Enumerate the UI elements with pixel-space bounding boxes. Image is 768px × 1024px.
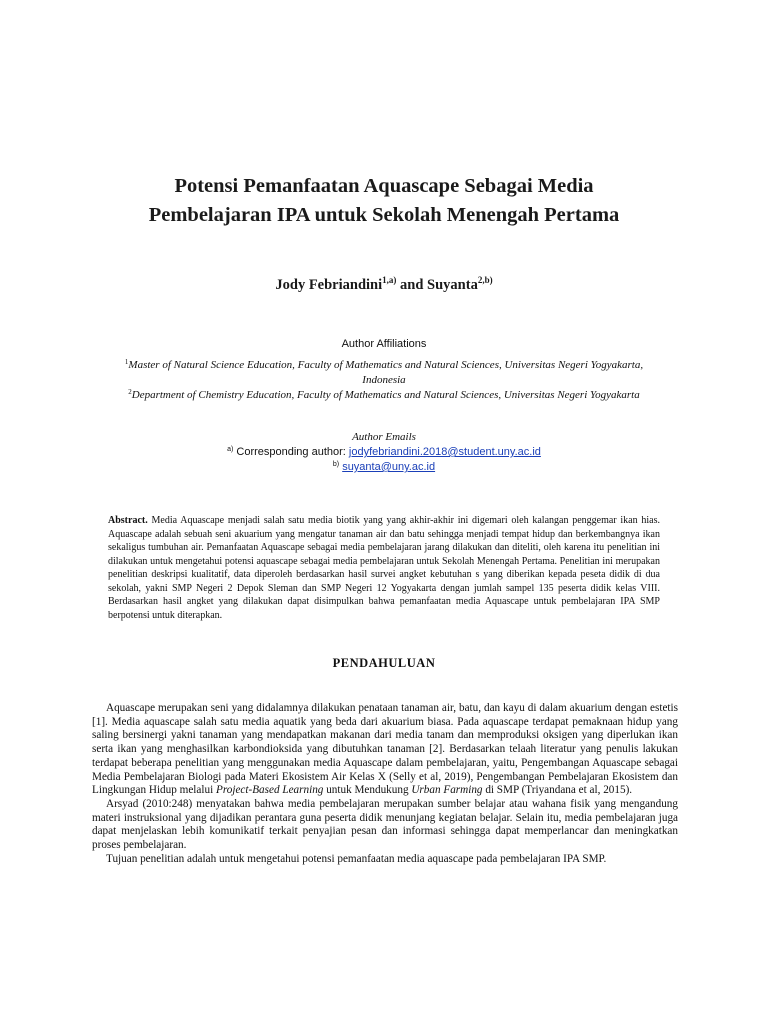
paragraph-2: Arsyad (2010:248) menyatakan bahwa media pembelajaran merupakan sumber belajar atau wahana fisik yang mengandung materi instruksional yang dijadikan perantara guna peserta didik menunjang kegiatan belajar. Selain itu, media pembelajaran juga dapat menjelaskan lebih komunikatif terkait penyajian pesan dan informasi sehingga dapat memperlancar dan meningkatkan proses pembelajaran. [92,797,678,852]
paper-title [60,172,708,230]
paragraph-1-part-c: di SMP (Triyandana et al, 2015). [482,784,633,797]
body-text [92,702,678,866]
affiliation-1-text: Master of Natural Science Education, Faculty of Mathematics and Natural Sciences, Universitas Negeri Yogyakarta, Indonesia [128,359,644,386]
paragraph-1-italic-1: Project-Based Learning [215,784,324,797]
email-1-link[interactable]: jodyfebriandini.2018@student.uny.ac.id [348,446,541,458]
title-line-1: Potensi Pemanfaatan Aquascape Sebagai Media [174,175,594,197]
email-1-label: Corresponding author: [233,446,349,458]
affiliation-1 [110,355,658,388]
section-heading: PENDAHULUAN [332,656,436,670]
title-line-2: Pembelajaran IPA untuk Sekolah Menengah Pertama [148,204,620,226]
affiliation-2-text: Department of Chemistry Education, Faculty of Mathematics and Natural Sciences, Universitas Negeri Yogyakarta [131,389,640,401]
affiliation-2 [110,385,658,403]
abstract-text: Media Aquascape menjadi salah satu media biotik yang yang akhir-akhir ini digemari oleh kalangan penggemar ikan hias. Aquascape adalah sebuah seni akuarium yang mengatur tanaman air dan batu sehingga menjadi tempat hidup dan berkembangnya ikan sekaligus tumbuhan air. Pemanfaatan Aquascape sebagai media pembelajaran jarang dilakukan dan diteliti, oleh karena itu penelitian ini dilakukan untuk mengetahui potensi aquascape sebagai media pembelajaran untuk Sekolah Menengah Pertama. Penelitian ini merupakan penelitian deskripsi kualitatif, data diperoleh berdasarkan hasil survei angket kebutuhan s yang diberikan kepada peseta didik di dua sekolah, yakni SMP Negeri 2 Depok Sleman dan SMP Negeri 12 Yogyakarta dengan jumlah sampel 135 peserta didik kelas VIII. Berdasarkan hasil angket yang dilakukan dapat disimpulkan bahwa pemanfaatan media Aquascape untuk pembelajaran IPA SMP berpotensi untuk diterapkan. [108,515,660,621]
author-1-name: Jody Febriandini [275,277,383,293]
affiliation-1-sup: 1 [124,358,129,366]
author-line [0,275,768,294]
emails-heading: Author Emails [352,431,416,443]
email-line-1 [0,446,768,458]
email-1-sup: a) [227,446,234,453]
paragraph-1 [92,702,678,798]
paragraph-3: Tujuan penelitian adalah untuk mengetahui potensi pemanfaatan media aquascape pada pembelajaran IPA SMP. [106,852,607,865]
abstract [108,514,660,622]
email-2-sup: b) [332,461,340,468]
affiliation-2-sup: 2 [128,388,132,396]
author-1-sup: 1,a) [382,275,397,285]
affiliations-heading: Author Affiliations [341,338,427,350]
email-2-link[interactable]: suyanta@uny.ac.id [342,461,436,473]
paragraph-1-part-a: Aquascape merupakan seni yang didalamnya dilakukan penataan tanaman air, batu, dan kayu di dalam akuarium dengan estetis [1]. Media aquascape salah satu media aquatik yang beda dari akuarium biasa. Pada aquascape terdapat pemaknaan hidup yang saling bersinergi yakni tanaman yang mendapatkan makanan dari media tanam dan memproduksi oksigen yang diperlukan ikan serta ikan yang menghasilkan karbondioksida yang dibutuhkan tanaman [2]. Berdasarkan telaah literatur yang penulis lakukan terdapat beberapa penelitian yang menggunakan media Aquascape dalam pembelajaran, yaitu, Pengembangan Aquascape sebagai Media Pembelajaran Biologi pada Materi Ekosistem Air Kelas X (Selly et al, 2019), Pengembangan Pembelajaran Ekosistem dan Lingkungan Hidup melalui [92,702,678,797]
author-2-name: Suyanta [427,277,478,293]
abstract-label: Abstract. [108,515,148,526]
author-2-sup: 2,b) [477,275,493,285]
author-separator: and [396,277,428,293]
paragraph-1-part-b: untuk Mendukung [323,784,412,797]
paragraph-1-italic-2: Urban Farming [411,784,483,797]
email-line-2 [0,461,768,473]
